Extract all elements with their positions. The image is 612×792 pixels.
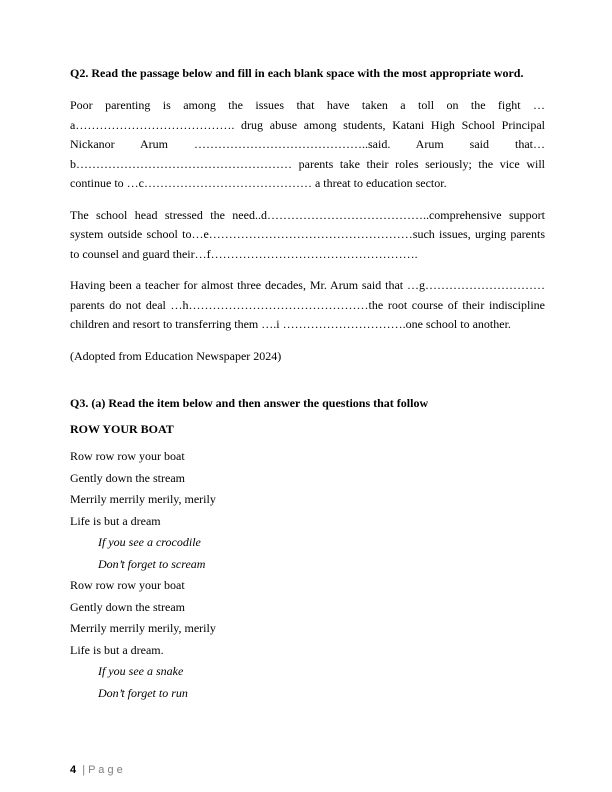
poem-line: Gently down the stream [70, 470, 185, 485]
poem-line: Life is but a dream [70, 513, 161, 528]
poem-body [70, 446, 545, 704]
question-2-section [70, 66, 545, 366]
poem-line: Row row row your boat [70, 578, 185, 592]
q3-heading: Q3. (a) Read the item below and then answer the questions that follow [70, 396, 429, 410]
page-label: | P a g e [82, 764, 123, 776]
q2-paragraph-1: Poor parenting is among the issues that have taken a toll on the fight …a…………………………………. drug abuse among students, Katani High School Principal Nickanor Arum ……………………………………..said. Arum said that…b……………………………………………… parents take their roles seriously; the vice will continue to …c…………………………………… a threat to education sector. [70, 98, 545, 190]
q2-paragraph-3: Having been a teacher for almost three decades, Mr. Arum said that …g…………………………parents do not deal …h………………………………………the root course of their indiscipline children and resort to transferring them ….i ………………………….one school to another. [70, 278, 545, 331]
poem-line: Row row row your boat [70, 449, 185, 463]
page-footer [70, 764, 123, 776]
poem-line: If you see a snake [98, 664, 184, 678]
q2-heading: Q2. Read the passage below and fill in each blank space with the most appropriate word. [70, 66, 524, 80]
poem-line: If you see a crocodile [98, 535, 201, 549]
poem-line: Life is but a dream. [70, 642, 164, 657]
poem-line: Merrily merrily merily, merily [70, 621, 216, 635]
poem-line: Don’t forget to run [98, 685, 188, 700]
page-number: 4 [70, 764, 77, 776]
q2-paragraph-2: The school head stressed the need..d…………………………………..comprehensive support system outside school to…e……………………………………………such issues, urging parents to counsel and guard their…f……………………………………………. [70, 207, 545, 261]
poem-title: ROW YOUR BOAT [70, 422, 174, 436]
poem-line: Gently down the stream [70, 599, 185, 614]
poem-line: Merrily merrily merily, merily [70, 492, 216, 506]
q2-source-attribution: (Adopted from Education Newspaper 2024) [70, 348, 282, 363]
poem-line: Don’t forget to scream [98, 556, 206, 571]
question-3-section [70, 396, 545, 704]
